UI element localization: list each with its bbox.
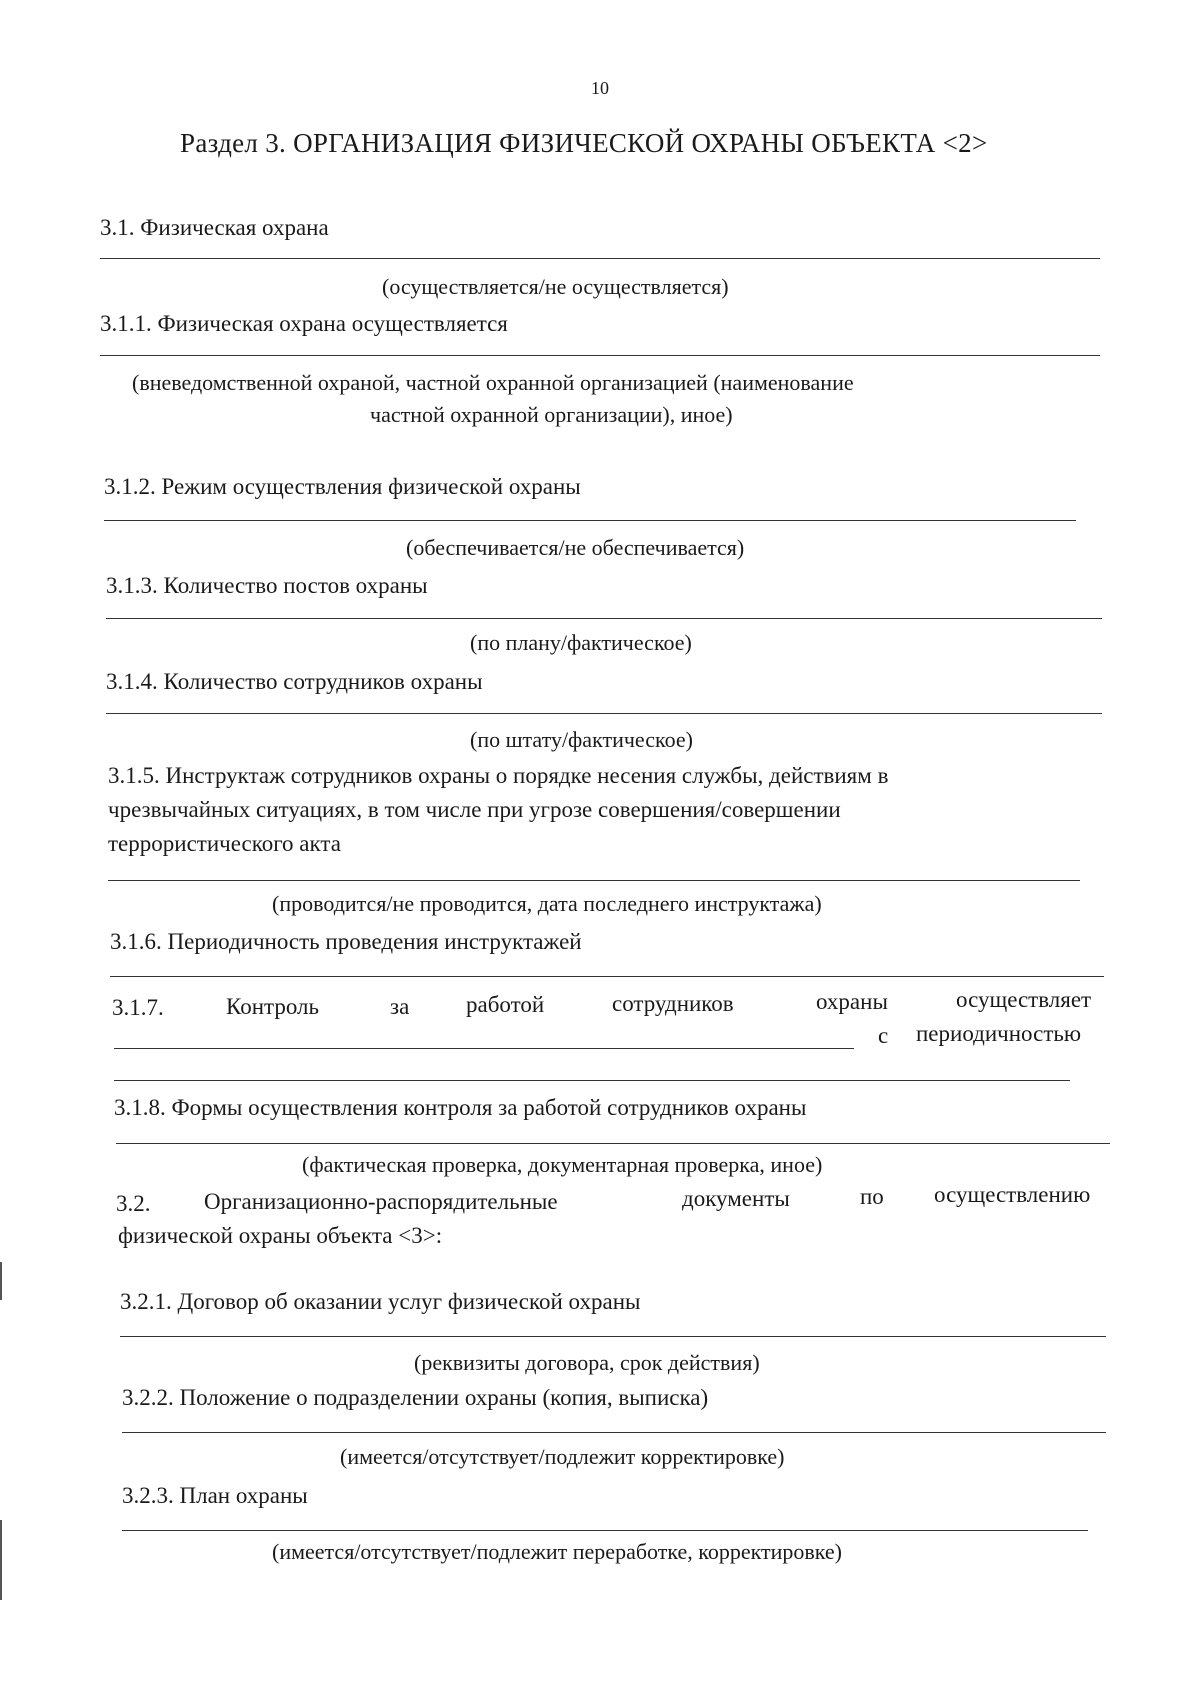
scan-margin-mark: [0, 1520, 2, 1600]
item-3-1-1: 3.1.1. Физическая охрана осуществляется: [100, 311, 508, 336]
item-3-2-word: осуществлению: [934, 1182, 1091, 1207]
fill-line: [100, 355, 1100, 356]
item-3-1-7-word: с: [878, 1023, 889, 1048]
item-3-2-2: 3.2.2. Положение о подразделении охраны (копия, выписка): [122, 1385, 709, 1410]
fill-line: [114, 1080, 1070, 1081]
fill-line: [114, 1048, 854, 1049]
item-3-2-word: по: [860, 1184, 884, 1209]
fill-line: [116, 1143, 1110, 1144]
item-3-1-4: 3.1.4. Количество сотрудников охраны: [106, 669, 483, 694]
hint-3-2-2: (имеется/отсутствует/подлежит корректировке): [340, 1444, 785, 1469]
hint-3-2-3: (имеется/отсутствует/подлежит переработке, корректировке): [272, 1539, 842, 1564]
hint-3-1-1-a: (вневедомственной охраной, частной охранной организацией (наименование: [132, 370, 854, 395]
item-3-1-7-word: сотрудников: [612, 991, 734, 1016]
item-3-1-6: 3.1.6. Периодичность проведения инструктажей: [110, 929, 582, 954]
item-3-1-5-a: 3.1.5. Инструктаж сотрудников охраны о порядке несения службы, действиям в: [108, 763, 889, 788]
fill-line: [108, 880, 1080, 881]
item-3-2-word: документы: [682, 1186, 790, 1211]
hint-3-1-4: (по штату/фактическое): [470, 727, 693, 752]
section-title: Раздел 3. ОРГАНИЗАЦИЯ ФИЗИЧЕСКОЙ ОХРАНЫ ОБЪЕКТА <2>: [180, 128, 988, 158]
item-3-1: 3.1. Физическая охрана: [100, 215, 329, 240]
fill-line: [104, 520, 1076, 521]
item-3-2-word: Организационно-распорядительные: [204, 1189, 558, 1214]
item-3-1-7-num: 3.1.7.: [112, 995, 164, 1020]
item-3-2-num: 3.2.: [116, 1191, 151, 1216]
hint-3-1: (осуществляется/не осуществляется): [382, 274, 729, 299]
hint-3-1-2: (обеспечивается/не обеспечивается): [406, 535, 745, 560]
fill-line: [122, 1432, 1106, 1433]
fill-line: [120, 1336, 1106, 1337]
scan-margin-mark: [0, 1262, 2, 1300]
page-number: 10: [591, 78, 609, 98]
item-3-1-7-word: Контроль: [226, 994, 319, 1019]
item-3-2-3: 3.2.3. План охраны: [122, 1483, 308, 1508]
fill-line: [106, 618, 1102, 619]
item-3-1-7-word: за: [390, 994, 410, 1019]
hint-3-1-3: (по плану/фактическое): [470, 630, 692, 655]
item-3-2-cont: физической охраны объекта <3>:: [118, 1223, 443, 1248]
fill-line: [122, 1530, 1088, 1531]
hint-3-1-8: (фактическая проверка, документарная проверка, иное): [302, 1152, 823, 1177]
item-3-1-8: 3.1.8. Формы осуществления контроля за работой сотрудников охраны: [114, 1095, 807, 1120]
item-3-1-2: 3.1.2. Режим осуществления физической охраны: [104, 474, 581, 499]
fill-line: [106, 713, 1102, 714]
hint-3-1-1-b: частной охранной организации), иное): [370, 402, 733, 427]
hint-3-2-1: (реквизиты договора, срок действия): [414, 1350, 760, 1375]
item-3-1-7-word: охраны: [816, 989, 888, 1014]
item-3-1-7-word: периодичностью: [916, 1021, 1082, 1046]
item-3-1-5-c: террористического акта: [108, 831, 341, 856]
item-3-2-1: 3.2.1. Договор об оказании услуг физической охраны: [120, 1289, 641, 1314]
hint-3-1-5: (проводится/не проводится, дата последнего инструктажа): [272, 891, 822, 916]
item-3-1-3: 3.1.3. Количество постов охраны: [106, 573, 428, 598]
item-3-1-7-word: осуществляет: [956, 987, 1092, 1012]
item-3-1-7-word: работой: [466, 992, 545, 1017]
fill-line: [100, 258, 1100, 259]
item-3-1-5-b: чрезвычайных ситуациях, в том числе при угрозе совершения/совершении: [108, 797, 841, 822]
fill-line: [110, 976, 1104, 977]
